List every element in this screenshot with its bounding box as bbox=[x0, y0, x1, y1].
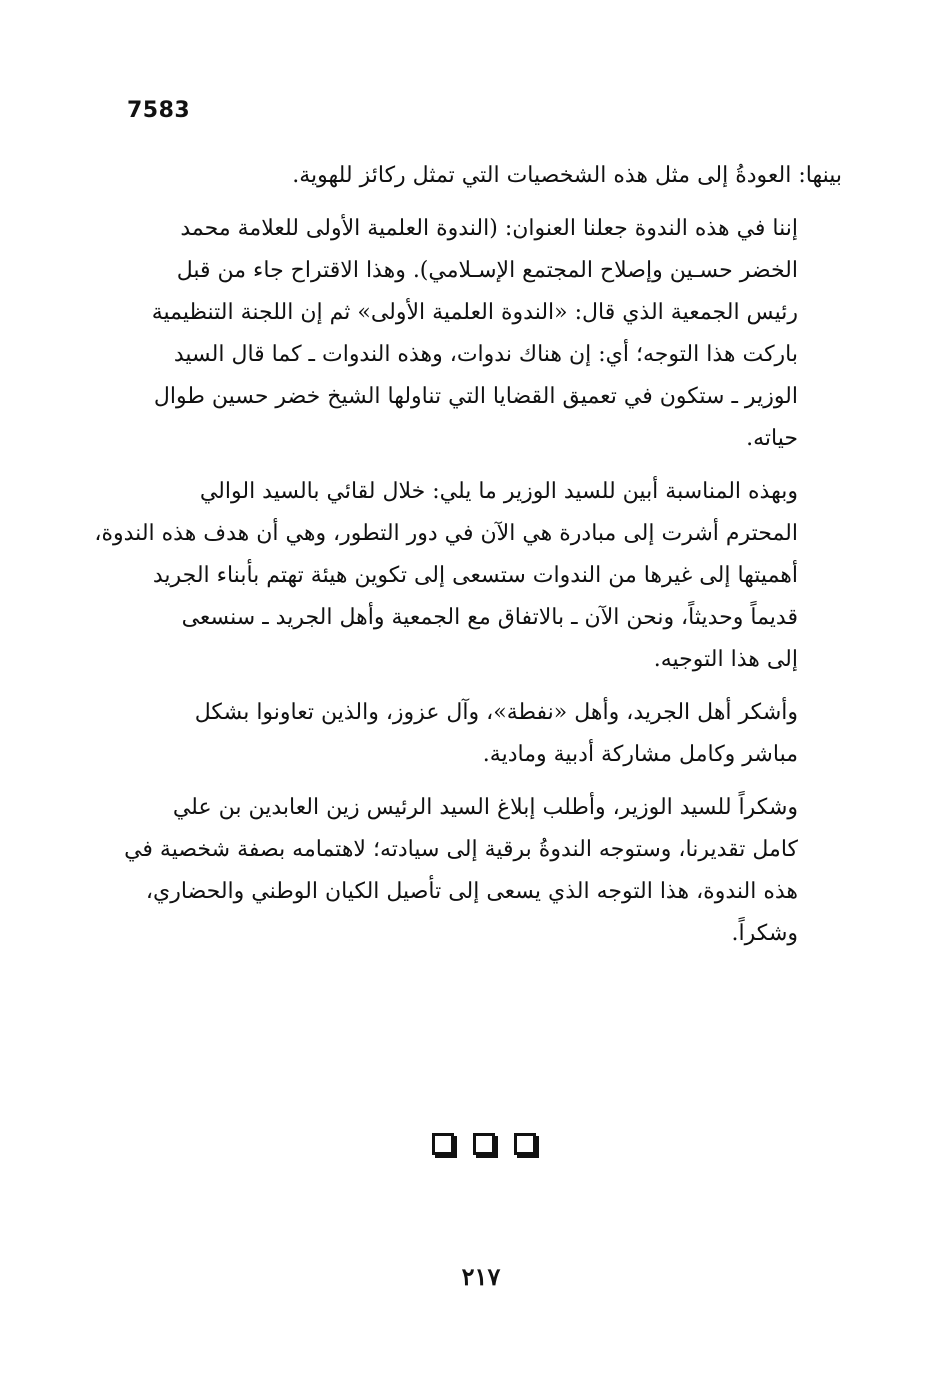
paragraph bbox=[120, 155, 842, 197]
body-text bbox=[94, 155, 842, 966]
text-line: الخضر حسـين وإصلاح المجتمع الإسـلامي). وهذا الاقتراح جاء من قبل bbox=[176, 258, 798, 283]
text-line: وبهذه المناسبة أبين للسيد الوزير ما يلي: خلال لقائي بالسيد الوالي bbox=[199, 479, 798, 504]
paragraph bbox=[94, 471, 842, 681]
text-line: وشكراً للسيد الوزير، وأطلب إبلاغ السيد الرئيس زين العابدين بن علي bbox=[172, 795, 798, 820]
text-line: حياته. bbox=[746, 426, 798, 451]
text-line: مباشر وكامل مشاركة أدبية ومادية. bbox=[482, 742, 798, 767]
square-ornament-icon bbox=[473, 1133, 495, 1155]
text-line: أهميتها إلى غيرها من الندوات ستسعى إلى تكوين هيئة تهتم بأبناء الجريد bbox=[152, 563, 798, 588]
text-line: وأشكر أهل الجريد، وأهل «نفطة»، وآل عزوز، والذين تعاونوا بشكل bbox=[194, 700, 798, 725]
text-line: رئيس الجمعية الذي قال: «الندوة العلمية الأولى» ثم إن اللجنة التنظيمية bbox=[151, 300, 798, 325]
paragraph bbox=[120, 208, 842, 460]
document-id: 7583 bbox=[127, 98, 191, 123]
text-line: وشكراً. bbox=[731, 921, 798, 946]
paragraph bbox=[120, 692, 842, 776]
text-line: قديماً وحديثاً، ونحن الآن ـ بالاتفاق مع الجمعية وأهل الجريد ـ سنسعى bbox=[181, 605, 798, 630]
text-line: باركت هذا التوجه؛ أي: إن هناك ندوات، وهذه الندوات ـ كما قال السيد bbox=[173, 342, 798, 367]
text-line: المحترم أشرت إلى مبادرة هي الآن في دور التطور، وهي أن هدف هذه الندوة، bbox=[94, 521, 798, 546]
section-end-ornament bbox=[432, 1133, 536, 1159]
text-line: هذه الندوة، هذا التوجه الذي يسعى إلى تأصيل الكيان الوطني والحضاري، bbox=[145, 879, 798, 904]
text-line: بينها: العودةُ إلى مثل هذه الشخصيات التي تمثل ركائز للهوية. bbox=[292, 163, 842, 188]
square-ornament-icon bbox=[514, 1133, 536, 1155]
text-line: الوزير ـ ستكون في تعميق القضايا التي تناولها الشيخ خضر حسين طوال bbox=[153, 384, 798, 409]
text-line: كامل تقديرنا، وستوجه الندوةُ برقية إلى سيادته؛ لاهتمامه بصفة شخصية في bbox=[124, 837, 798, 862]
paragraph bbox=[120, 787, 842, 955]
text-line: إننا في هذه الندوة جعلنا العنوان: (الندوة العلمية الأولى للعلامة محمد bbox=[180, 216, 798, 241]
square-ornament-icon bbox=[432, 1133, 454, 1155]
page-number: ٢١٧ bbox=[461, 1262, 501, 1291]
text-line: إلى هذا التوجيه. bbox=[653, 647, 798, 672]
